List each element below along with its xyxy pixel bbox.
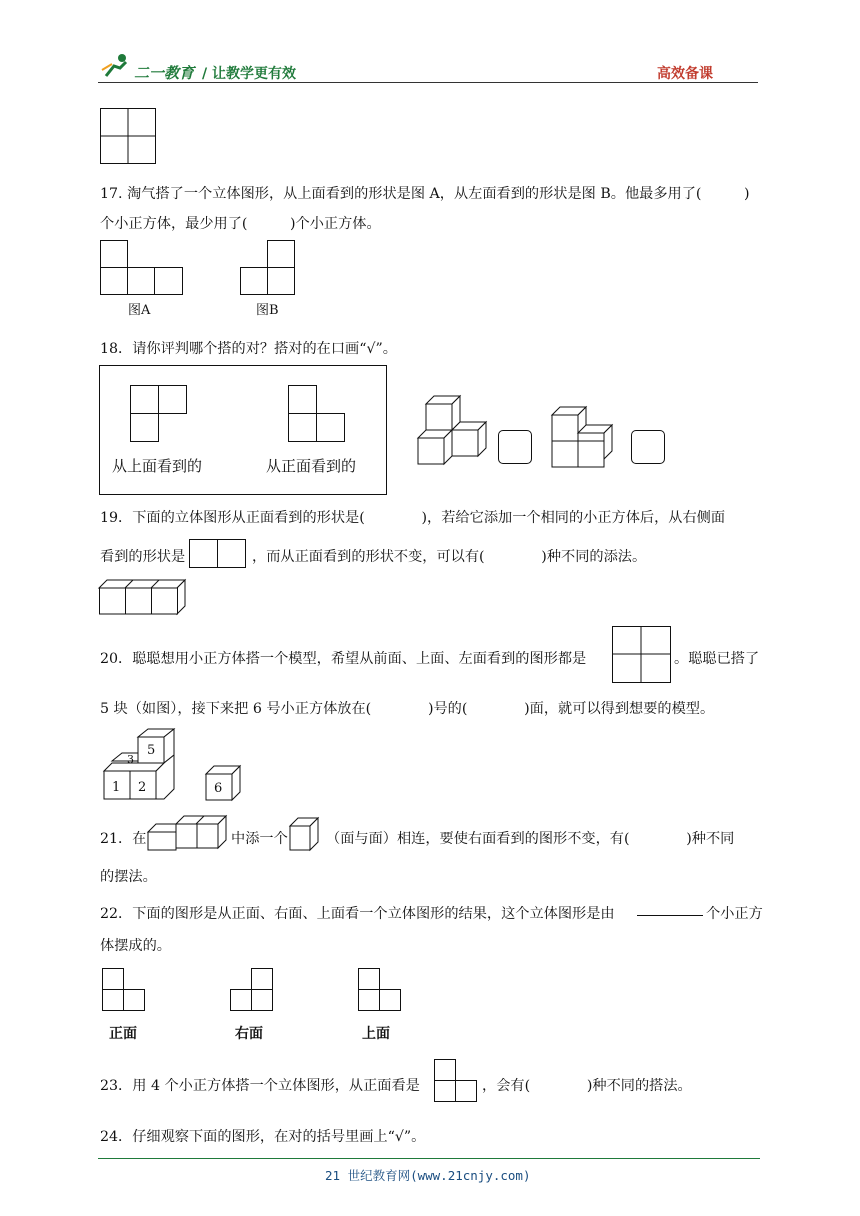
q17-fig-b-caption: 图B xyxy=(256,303,279,318)
q20-line1a: 20．聪聪想用小正方体搭一个模型，希望从前面、上面、左面看到的图形都是 xyxy=(100,651,587,667)
q18-line1: 18．请你评判哪个搭的对？搭对的在口画“√”。 xyxy=(100,341,397,357)
q21-cube-row xyxy=(146,816,230,852)
q22-line2: 体摆成的。 xyxy=(100,938,171,954)
q20-cube-label-1: 1 xyxy=(112,780,121,795)
q18-option1-cubes xyxy=(414,396,494,472)
q22-answer-blank[interactable] xyxy=(637,902,703,916)
q23-line1a: 23．用 4 个小正方体搭一个立体图形，从正面看是 xyxy=(100,1078,420,1094)
q22-top-view xyxy=(358,968,404,1014)
header-rule xyxy=(98,82,758,83)
q18-option2-cubes xyxy=(548,405,628,469)
q18-top-label: 从上面看到的 xyxy=(112,457,203,475)
q23-line1b: ，会有( )种不同的搭法。 xyxy=(482,1078,692,1094)
q17-fig-a-caption: 图A xyxy=(128,303,151,318)
q24-line1: 24．仔细观察下面的图形，在对的括号里画上“√”。 xyxy=(100,1129,426,1145)
q21-line2: 的摆法。 xyxy=(100,869,157,885)
q22-line1a: 22．下面的图形是从正面、右面、上面看一个立体图形的结果，这个立体图形是由 xyxy=(100,906,615,922)
q20-cube-label-6: 6 xyxy=(214,781,223,796)
q21-line1b: 中添一个 xyxy=(231,831,288,847)
q20-view-grid xyxy=(612,626,672,684)
q16-figure-grid xyxy=(100,108,156,164)
q18-option1-checkbox[interactable] xyxy=(498,430,532,464)
q23-front-view xyxy=(434,1059,480,1105)
q18-front-label: 从正面看到的 xyxy=(266,457,357,475)
q22-top-label: 上面 xyxy=(362,1026,390,1042)
q22-front-label: 正面 xyxy=(109,1026,137,1042)
q21-line1c: （面与面）相连，要使右面看到的图形不变，有( )种不同 xyxy=(326,831,735,847)
q17-line1: 17. 淘气搭了一个立体图形，从上面看到的形状是图 A，从左面看到的形状是图 B。他最多用了( ) xyxy=(100,186,750,202)
q20-cube-6 xyxy=(204,766,244,804)
header-logo-icon xyxy=(100,52,132,80)
q17-line2: 个小正方体，最少用了( )个小正方体。 xyxy=(100,216,381,232)
q22-right-view xyxy=(230,968,276,1014)
footer-text: 21 世纪教育网(www.21cnjy.com) xyxy=(325,1168,531,1183)
q20-line2: 5 块（如图），接下来把 6 号小正方体放在( )号的( )面，就可以得到想要的模型。 xyxy=(100,701,715,717)
q21-single-cube xyxy=(288,818,322,852)
q19-line2b: ，而从正面看到的形状不变，可以有( )种不同的添法。 xyxy=(252,549,647,565)
q18-front-view xyxy=(288,385,346,443)
q17-figure-a xyxy=(100,240,184,296)
q22-front-view xyxy=(102,968,148,1014)
q20-cube-label-3: 3 xyxy=(127,753,134,766)
header-slogan: / 让教学更有效 xyxy=(202,66,296,82)
q19-line1: 19．下面的立体图形从正面看到的形状是( )，若给它添加一个相同的小正方体后，从右侧面 xyxy=(100,510,726,526)
q17-figure-b xyxy=(240,240,296,296)
q19-line2a: 看到的形状是 xyxy=(100,549,186,565)
footer-rule xyxy=(98,1158,760,1159)
q21-line1a: 21．在 xyxy=(100,831,147,847)
q18-top-view xyxy=(130,385,188,443)
q20-line1b: 。聪聪已搭了 xyxy=(674,651,760,667)
q20-cube-label-2: 2 xyxy=(138,780,147,795)
header-brand: 二一教育 xyxy=(134,64,195,82)
q22-line1b: 个小正方 xyxy=(706,906,763,922)
q20-cube-label-5: 5 xyxy=(147,743,156,758)
q22-right-label: 右面 xyxy=(235,1026,263,1042)
q19-cube-row xyxy=(99,580,189,616)
q18-option2-checkbox[interactable] xyxy=(631,430,665,464)
header-right-label: 高效备课 xyxy=(657,66,713,82)
q19-side-view-inline xyxy=(189,539,247,569)
